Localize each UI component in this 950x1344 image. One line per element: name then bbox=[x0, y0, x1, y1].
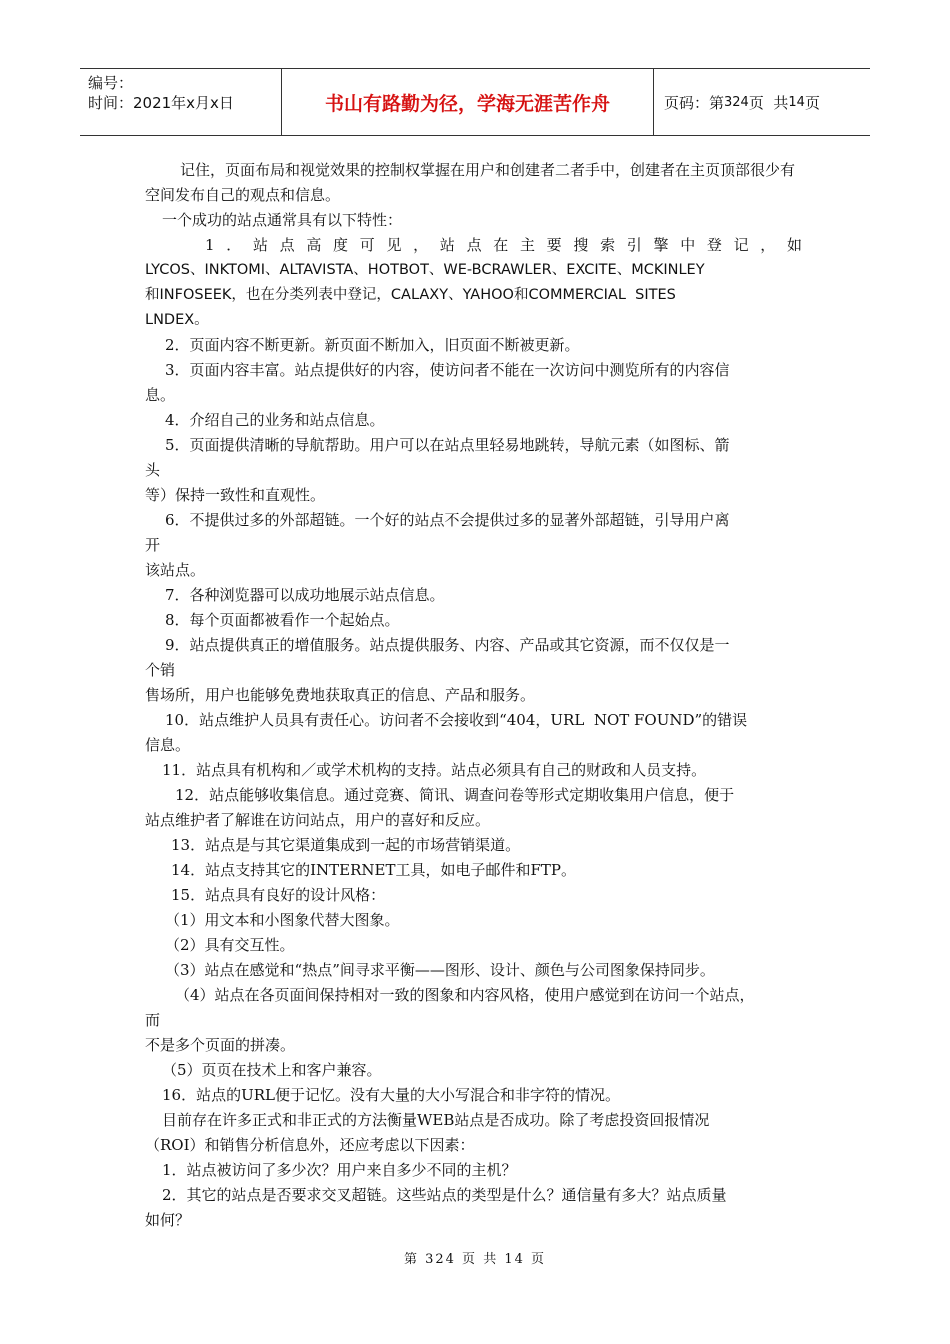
document-body bbox=[145, 158, 807, 1233]
paragraph: 不是多个页面的拼凑。 bbox=[145, 1036, 296, 1054]
paragraph: 1．站点高度可见，站点在主要搜索引擎中登记，如 bbox=[205, 236, 807, 254]
paragraph: 等）保持一致性和直观性。 bbox=[145, 486, 326, 504]
header-motto: 书山有路勤为径，学海无涯苦作舟 bbox=[282, 69, 654, 135]
page-suffix: 页 bbox=[804, 93, 820, 112]
paragraph: 和INFOSEEK，也在分类列表中登记，CALAXY、YAHOO和COMMERCIAL SITES bbox=[145, 287, 676, 303]
paragraph: （ROI）和销售分析信息外，还应考虑以下因素： bbox=[145, 1136, 475, 1154]
paragraph: 6．不提供过多的外部超链。一个好的站点不会提供过多的显著外部超链，引导用户离 bbox=[165, 511, 730, 529]
paragraph: 9．站点提供真正的增值服务。站点提供服务、内容、产品或其它资源，而不仅仅是一 bbox=[165, 636, 730, 654]
paragraph: （3）站点在感觉和“热点”间寻求平衡——图形、设计、颜色与公司图象保持同步。 bbox=[165, 961, 715, 979]
paragraph: 目前存在许多正式和非正式的方法衡量WEB站点是否成功。除了考虑投资回报情况 bbox=[162, 1111, 710, 1129]
page-prefix: 页码：第 bbox=[664, 93, 725, 112]
paragraph: 信息。 bbox=[145, 736, 191, 754]
paragraph: 7．各种浏览器可以成功地展示站点信息。 bbox=[165, 586, 445, 604]
paragraph: 而 bbox=[145, 1011, 161, 1029]
paragraph: 15．站点具有良好的设计风格： bbox=[171, 886, 386, 904]
paragraph: 该站点。 bbox=[145, 561, 206, 579]
paragraph: 12．站点能够收集信息。通过竞赛、简讯、调查问卷等形式定期收集用户信息，便于 bbox=[175, 786, 735, 804]
paragraph: 2．其它的站点是否要求交叉超链。这些站点的类型是什么？通信量有多大？站点质量 bbox=[162, 1186, 727, 1204]
paragraph: 1．站点被访问了多少次？用户来自多少不同的主机？ bbox=[162, 1161, 517, 1179]
paragraph: （5）页页在技术上和客户兼容。 bbox=[162, 1061, 382, 1079]
paragraph: 13．站点是与其它渠道集成到一起的市场营销渠道。 bbox=[171, 836, 521, 854]
paragraph: 16．站点的URL便于记忆。没有大量的大小写混合和非字符的情况。 bbox=[162, 1086, 620, 1104]
paragraph: 2．页面内容不断更新。新页面不断加入，旧页面不断被更新。 bbox=[165, 336, 580, 354]
paragraph: 3．页面内容丰富。站点提供好的内容，使访问者不能在一次访问中测览所有的内容信 bbox=[165, 361, 730, 379]
paragraph: 个销 bbox=[145, 661, 176, 679]
paragraph: 息。 bbox=[145, 386, 176, 404]
paragraph: 11．站点具有机构和／或学术机构的支持。站点必须具有自己的财政和人员支持。 bbox=[162, 761, 707, 779]
paragraph: 4．介绍自己的业务和站点信息。 bbox=[165, 411, 385, 429]
paragraph: 开 bbox=[145, 536, 161, 554]
paragraph: LNDEX。 bbox=[145, 312, 209, 328]
paragraph: （1）用文本和小图象代替大图象。 bbox=[165, 911, 400, 929]
paragraph: 记住，页面布局和视觉效果的控制权掌握在用户和创建者二者手中，创建者在主页顶部很少有空间发布自己的观点和信息。 bbox=[145, 161, 796, 204]
date-label: 时间：2021年x月x日 bbox=[88, 94, 234, 112]
paragraph: LYCOS、INKTOMI、ALTAVISTA、HOTBOT、WE-BCRAWLER、EXCITE、MCKINLEY bbox=[145, 262, 705, 278]
paragraph: 14．站点支持其它的INTERNET工具，如电子邮件和FTP。 bbox=[171, 861, 576, 879]
paragraph: 一个成功的站点通常具有以下特性： bbox=[162, 211, 403, 229]
paragraph: （4）站点在各页面间保持相对一致的图象和内容风格，使用户感觉到在访问一个站点， bbox=[175, 986, 755, 1004]
page-number: 324 bbox=[724, 94, 749, 110]
page-header bbox=[80, 68, 870, 136]
paragraph: （2）具有交互性。 bbox=[165, 936, 295, 954]
header-page-info bbox=[654, 69, 870, 135]
paragraph: 头 bbox=[145, 461, 161, 479]
page-footer: 第 324 页 共 14 页 bbox=[403, 1252, 547, 1267]
paragraph: 8．每个页面都被看作一个起始点。 bbox=[165, 611, 400, 629]
paragraph: 售场所，用户也能够免费地获取真正的信息、产品和服务。 bbox=[145, 686, 536, 704]
page-mid: 页 共 bbox=[748, 93, 789, 112]
header-meta bbox=[80, 69, 282, 135]
paragraph: 5．页面提供清晰的导航帮助。用户可以在站点里轻易地跳转，导航元素（如图标、箭 bbox=[165, 436, 730, 454]
page-total: 14 bbox=[788, 94, 805, 110]
code-label: 编号： bbox=[88, 74, 134, 92]
paragraph: 如何？ bbox=[145, 1211, 191, 1229]
paragraph: 10．站点维护人员具有责任心。访问者不会接收到“404，URL NOT FOUND”的错误 bbox=[165, 711, 748, 729]
paragraph: 站点维护者了解谁在访问站点，用户的喜好和反应。 bbox=[145, 811, 491, 829]
